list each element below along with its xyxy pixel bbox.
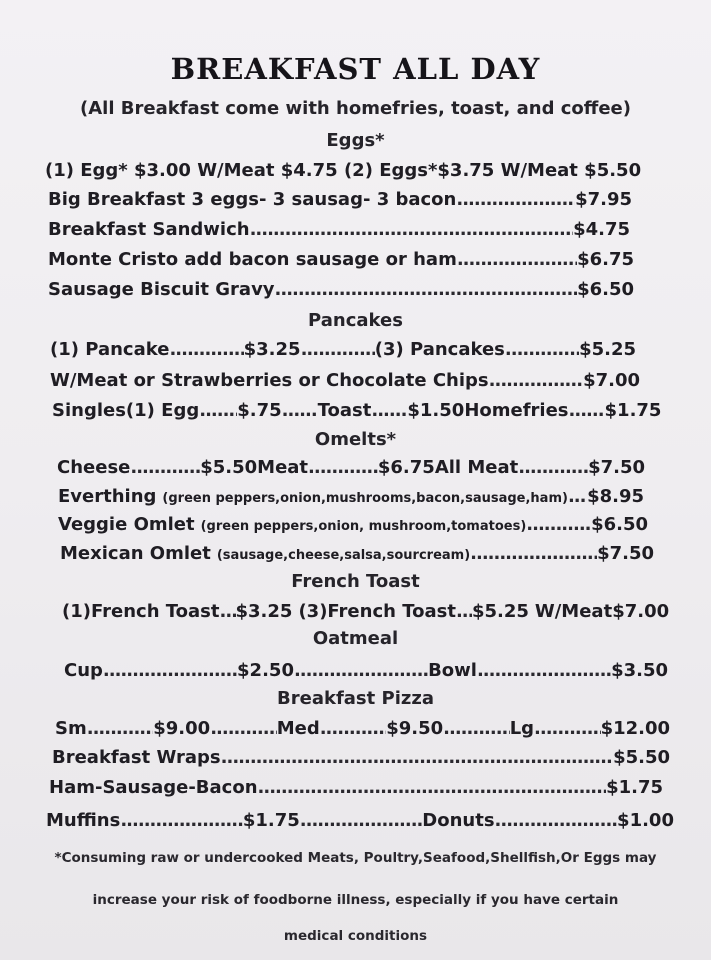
item-price: $2.50 bbox=[237, 660, 294, 681]
menu-item-ham-sausage-bacon bbox=[49, 777, 663, 798]
dot-leader bbox=[103, 660, 237, 681]
item-label: Cup bbox=[64, 660, 103, 681]
item-price: $5.50 bbox=[200, 457, 258, 478]
dot-leader bbox=[456, 189, 575, 210]
item-price: $5.25 bbox=[579, 339, 637, 360]
dot-leader bbox=[308, 457, 378, 478]
dot-leader bbox=[294, 660, 428, 681]
menu-subtitle: (All Breakfast come with homefries, toast, and coffee) bbox=[80, 98, 631, 119]
item-price: $3.50 bbox=[611, 660, 669, 681]
dot-leader bbox=[518, 457, 588, 478]
menu-item-french-toast bbox=[62, 601, 670, 622]
item-label: Med bbox=[276, 718, 320, 739]
dot-leader bbox=[526, 514, 591, 535]
section-oatmeal: Oatmeal bbox=[312, 628, 399, 649]
item-description: (green peppers,onion, mushroom,tomatoes) bbox=[200, 519, 527, 534]
section-omelets: Omelts* bbox=[314, 429, 397, 450]
item-label: Sausage Biscuit Gravy bbox=[48, 279, 275, 300]
item-label: W/Meat or Strawberries or Chocolate Chips bbox=[50, 370, 489, 391]
item-label: (1) Pancake bbox=[50, 339, 170, 360]
item-label: (1)French Toast bbox=[62, 601, 220, 622]
menu-item-monte-cristo bbox=[48, 249, 634, 270]
food-safety-notice-line-1: *Consuming raw or undercooked Meats, Poultry,Seafood,Shellfish,Or Eggs may bbox=[54, 850, 657, 866]
item-label: Bowl bbox=[428, 660, 477, 681]
menu-item-oatmeal bbox=[64, 660, 668, 681]
item-label: Cheese bbox=[57, 457, 131, 478]
menu-item-pancakes-meat bbox=[50, 370, 640, 391]
dot-leader bbox=[169, 339, 243, 360]
dot-leader bbox=[221, 747, 613, 768]
item-label: Breakfast Sandwich bbox=[48, 219, 250, 240]
item-price: $7.50 bbox=[588, 457, 646, 478]
menu-item-everything-omelet bbox=[58, 486, 644, 507]
item-price: $1.75 bbox=[242, 810, 300, 831]
menu-item-big-breakfast bbox=[48, 189, 632, 210]
dot-leader bbox=[300, 810, 423, 831]
item-label: Veggie Omlet bbox=[58, 514, 195, 535]
item-price: $4.75 bbox=[573, 219, 630, 240]
item-label: Mexican Omlet bbox=[60, 543, 211, 564]
menu-item-breakfast-sandwich bbox=[48, 219, 630, 240]
item-label: Lg bbox=[509, 718, 535, 739]
item-price: $3.25 bbox=[235, 601, 293, 622]
item-label: (3)French Toast bbox=[298, 601, 456, 622]
item-price: $1.75 bbox=[604, 400, 662, 421]
menu-title: BREAKFAST ALL DAY bbox=[170, 52, 541, 86]
item-price: $7.00 bbox=[583, 370, 640, 391]
item-price: $12.00 bbox=[600, 718, 671, 739]
dot-leader bbox=[457, 249, 577, 270]
item-label: Everthing bbox=[58, 486, 157, 507]
section-pancakes: Pancakes bbox=[308, 310, 403, 331]
item-label: Toast bbox=[317, 400, 372, 421]
item-price: $6.50 bbox=[577, 279, 634, 300]
dot-leader bbox=[130, 457, 200, 478]
item-price: $7.00 bbox=[612, 601, 670, 622]
item-price: $5.25 bbox=[471, 601, 529, 622]
item-label: Sm bbox=[55, 718, 87, 739]
item-description: (sausage,cheese,salsa,sourcream) bbox=[216, 548, 471, 563]
item-label: Meat bbox=[257, 457, 309, 478]
item-description: (green peppers,onion,mushrooms,bacon,sausage,ham) bbox=[162, 491, 568, 506]
dot-leader bbox=[489, 370, 583, 391]
item-label: Monte Cristo add bacon sausage or ham bbox=[48, 249, 457, 270]
item-label: Big Breakfast 3 eggs- 3 sausag- 3 bacon bbox=[48, 189, 457, 210]
item-price: $1.00 bbox=[617, 810, 674, 831]
dot-leader bbox=[568, 486, 587, 507]
item-label: Ham-Sausage-Bacon bbox=[49, 777, 258, 798]
menu-item-singles bbox=[52, 400, 662, 421]
menu-item-mexican-omelet bbox=[60, 543, 654, 564]
dot-leader bbox=[495, 810, 618, 831]
dot-leader bbox=[470, 543, 597, 564]
menu-item-breakfast-pizza bbox=[55, 718, 670, 739]
food-safety-notice-line-2: increase your risk of foodborne illness, especially if you have certain bbox=[92, 892, 619, 908]
dot-leader bbox=[456, 601, 472, 622]
item-price: $6.50 bbox=[591, 514, 648, 535]
dot-leader bbox=[320, 718, 387, 739]
item-label: Homefries bbox=[464, 400, 569, 421]
dot-leader bbox=[477, 660, 611, 681]
item-price: $1.50 bbox=[407, 400, 465, 421]
dot-leader bbox=[199, 400, 237, 421]
item-label: Donuts bbox=[422, 810, 495, 831]
menu-item-omelets bbox=[57, 457, 645, 478]
dot-leader bbox=[569, 400, 605, 421]
menu-item-muffins-donuts bbox=[46, 810, 674, 831]
item-price: $5.50 bbox=[613, 747, 670, 768]
item-price: $7.50 bbox=[597, 543, 654, 564]
dot-leader bbox=[220, 601, 236, 622]
section-french-toast: French Toast bbox=[291, 571, 420, 592]
food-safety-notice-line-3: medical conditions bbox=[283, 928, 428, 944]
menu-item-pancakes bbox=[50, 339, 636, 360]
menu-item-breakfast-wraps bbox=[52, 747, 670, 768]
item-price: $9.50 bbox=[386, 718, 444, 739]
item-price: $.75 bbox=[237, 400, 282, 421]
item-price: $1.75 bbox=[606, 777, 663, 798]
item-price: $8.95 bbox=[587, 486, 644, 507]
dot-leader bbox=[371, 400, 407, 421]
item-price: $6.75 bbox=[377, 457, 435, 478]
dot-leader bbox=[443, 718, 510, 739]
item-label: W/Meat bbox=[534, 601, 613, 622]
dot-leader bbox=[250, 219, 573, 240]
dot-leader bbox=[87, 718, 154, 739]
dot-leader bbox=[258, 777, 607, 798]
item-label: Breakfast Wraps bbox=[52, 747, 221, 768]
section-eggs: Eggs* bbox=[326, 130, 385, 151]
menu-item-sausage-biscuit-gravy bbox=[48, 279, 634, 300]
dot-leader bbox=[120, 810, 243, 831]
item-price: $6.75 bbox=[577, 249, 634, 270]
dot-leader bbox=[505, 339, 579, 360]
item-price: $7.95 bbox=[575, 189, 632, 210]
item-label: (3) Pancakes bbox=[374, 339, 505, 360]
dot-leader bbox=[210, 718, 277, 739]
dot-leader bbox=[275, 279, 578, 300]
item-label: Muffins bbox=[46, 810, 121, 831]
menu-item-veggie-omelet bbox=[58, 514, 648, 535]
item-price: $3.25 bbox=[243, 339, 301, 360]
item-label: Singles(1) Egg bbox=[52, 400, 200, 421]
dot-leader bbox=[282, 400, 318, 421]
eggs-line: (1) Egg* $3.00 W/Meat $4.75 (2) Eggs*$3.75 W/Meat $5.50 bbox=[45, 160, 642, 181]
dot-leader bbox=[534, 718, 601, 739]
section-breakfast-pizza: Breakfast Pizza bbox=[277, 688, 434, 709]
dot-leader bbox=[301, 339, 375, 360]
item-label: All Meat bbox=[434, 457, 519, 478]
item-price: $9.00 bbox=[153, 718, 211, 739]
